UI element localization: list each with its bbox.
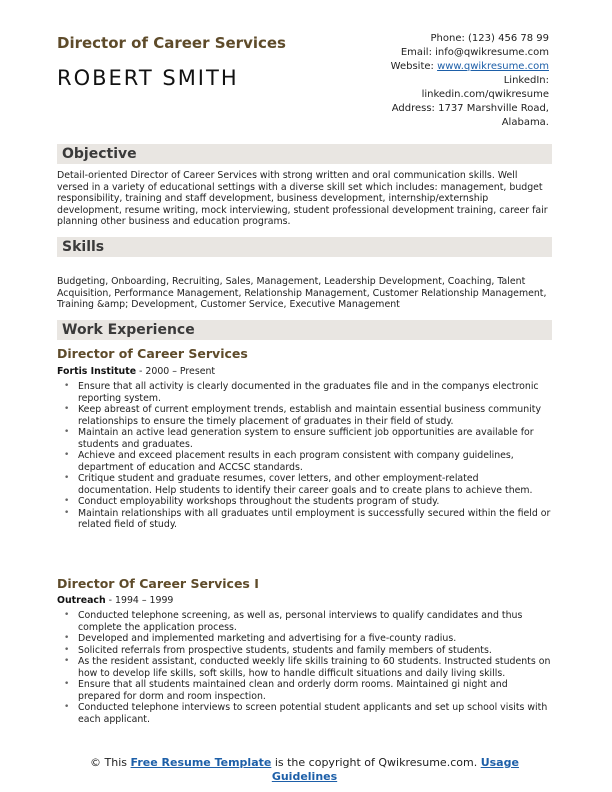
contact-phone: Phone: (123) 456 78 99 bbox=[430, 33, 549, 44]
skills-heading: Skills bbox=[62, 239, 105, 255]
contact-address-line1: Address: 1737 Marshville Road, bbox=[391, 103, 549, 114]
list-item: • Maintain an active lead generation system to ensure sufficient job opportunities are available for students and graduates. bbox=[64, 427, 534, 450]
job-1-dates: - 2000 – Present bbox=[136, 366, 216, 377]
bullet-icon: • bbox=[64, 702, 70, 712]
bullet-icon: • bbox=[64, 656, 70, 666]
work-heading: Work Experience bbox=[62, 322, 195, 338]
bullet-icon: • bbox=[64, 450, 70, 460]
website-link[interactable]: www.qwikresume.com bbox=[437, 61, 549, 72]
bullet-icon: • bbox=[64, 610, 70, 620]
bullet-icon: • bbox=[64, 496, 70, 506]
bullet-icon: • bbox=[64, 679, 70, 689]
bullet-icon: • bbox=[64, 644, 70, 655]
bullet-icon: • bbox=[64, 427, 70, 437]
list-item: • Critique student and graduate resumes, cover letters, and other employment-related documentation. Help students to identify their career goals and to create plans to achieve them. bbox=[64, 473, 533, 496]
contact-linkedin-url: linkedin.com/qwikresume bbox=[421, 89, 549, 100]
list-item: • Ensure that all activity is clearly documented in the graduates file and in the companys electronic reporting system. bbox=[64, 381, 539, 404]
website-label: Website: bbox=[390, 61, 438, 72]
list-item: • Developed and implemented marketing and advertising for a five-county radius. bbox=[64, 633, 457, 644]
list-item: • Maintain relationships with all graduates until employment is successfully secured within the field or related field of study. bbox=[64, 507, 551, 530]
bullet-icon: • bbox=[64, 381, 70, 391]
list-item: • Ensure that all students maintained clean and orderly dorm rooms. Maintained gi night and prepared for dorm and room inspection. bbox=[64, 679, 508, 702]
bullet-icon: • bbox=[64, 404, 70, 414]
work-section-bar bbox=[57, 320, 552, 340]
skills-text: Budgeting, Onboarding, Recruiting, Sales, Management, Leadership Development, Coaching, Talent Acquisition, Performance Management, Relationship Management, Customer Relationship Management, Training &amp; Development, Customer Service, Executive Management bbox=[57, 276, 547, 310]
copyright-footer bbox=[57, 756, 552, 784]
candidate-name: ROBERT SMITH bbox=[57, 66, 239, 90]
usage-guidelines-link[interactable]: Usage Guidelines bbox=[271, 756, 519, 783]
job-2-company: Outreach bbox=[57, 595, 106, 606]
objective-text: Detail-oriented Director of Career Services with strong written and oral communication skills. Well versed in a variety of educational settings with a diverse skill set which includes: management, budget responsibility, training and staff development, business development, internship/externship development, resume writing, mock interviewing, student professional development training, career fair planning other business and education programs. bbox=[57, 170, 548, 227]
footer-middle: is the copyright of Qwikresume.com. bbox=[271, 756, 481, 769]
list-item: • Conducted telephone screening, as well as, personal interviews to qualify candidates and thus complete the application process. bbox=[64, 610, 523, 633]
bullet-icon: • bbox=[64, 633, 70, 643]
contact-block bbox=[349, 32, 549, 130]
contact-website bbox=[349, 60, 549, 74]
contact-linkedin-label: LinkedIn: bbox=[503, 75, 549, 86]
objective-heading: Objective bbox=[62, 146, 137, 162]
list-item: • Conduct employability workshops throughout the students program of study. bbox=[64, 496, 440, 507]
footer-prefix: © This bbox=[90, 756, 131, 769]
job-2-bullets bbox=[57, 610, 552, 725]
bullet-icon: • bbox=[64, 507, 70, 518]
contact-address-line2: Alabama. bbox=[501, 117, 549, 128]
contact-email: Email: info@qwikresume.com bbox=[400, 47, 549, 58]
job-1-meta bbox=[57, 366, 215, 377]
job-2-role: Director Of Career Services I bbox=[57, 576, 259, 591]
list-item: • Conducted telephone interviews to screen potential student applicants and set up school visits with each applicant. bbox=[64, 702, 548, 725]
list-item: • Keep abreast of current employment trends, establish and maintain essential business community relationships to ensure the timely placement of graduates in their field of study. bbox=[64, 404, 542, 427]
free-resume-template-link[interactable]: Free Resume Template bbox=[130, 756, 272, 769]
header-job-title: Director of Career Services bbox=[57, 34, 286, 52]
job-2-meta bbox=[57, 595, 173, 606]
list-item: • Solicited referrals from prospective students, students and family members of students. bbox=[64, 644, 492, 656]
list-item: • As the resident assistant, conducted weekly life skills training to 60 students. Instructed students on how to develop life skills, soft skills, how to handle difficult situations and daily living skills. bbox=[64, 656, 551, 679]
job-1-company: Fortis Institute bbox=[57, 366, 137, 377]
resume-header bbox=[57, 32, 557, 132]
objective-section-bar bbox=[57, 144, 552, 164]
job-1-role: Director of Career Services bbox=[57, 346, 248, 361]
list-item: • Achieve and exceed placement results in each program consistent with company guidelines, department of education and ACCSC standards. bbox=[64, 450, 514, 473]
job-2-dates: - 1994 – 1999 bbox=[105, 595, 174, 606]
job-1-bullets bbox=[57, 381, 552, 531]
bullet-icon: • bbox=[64, 473, 70, 483]
skills-section-bar bbox=[57, 237, 552, 257]
